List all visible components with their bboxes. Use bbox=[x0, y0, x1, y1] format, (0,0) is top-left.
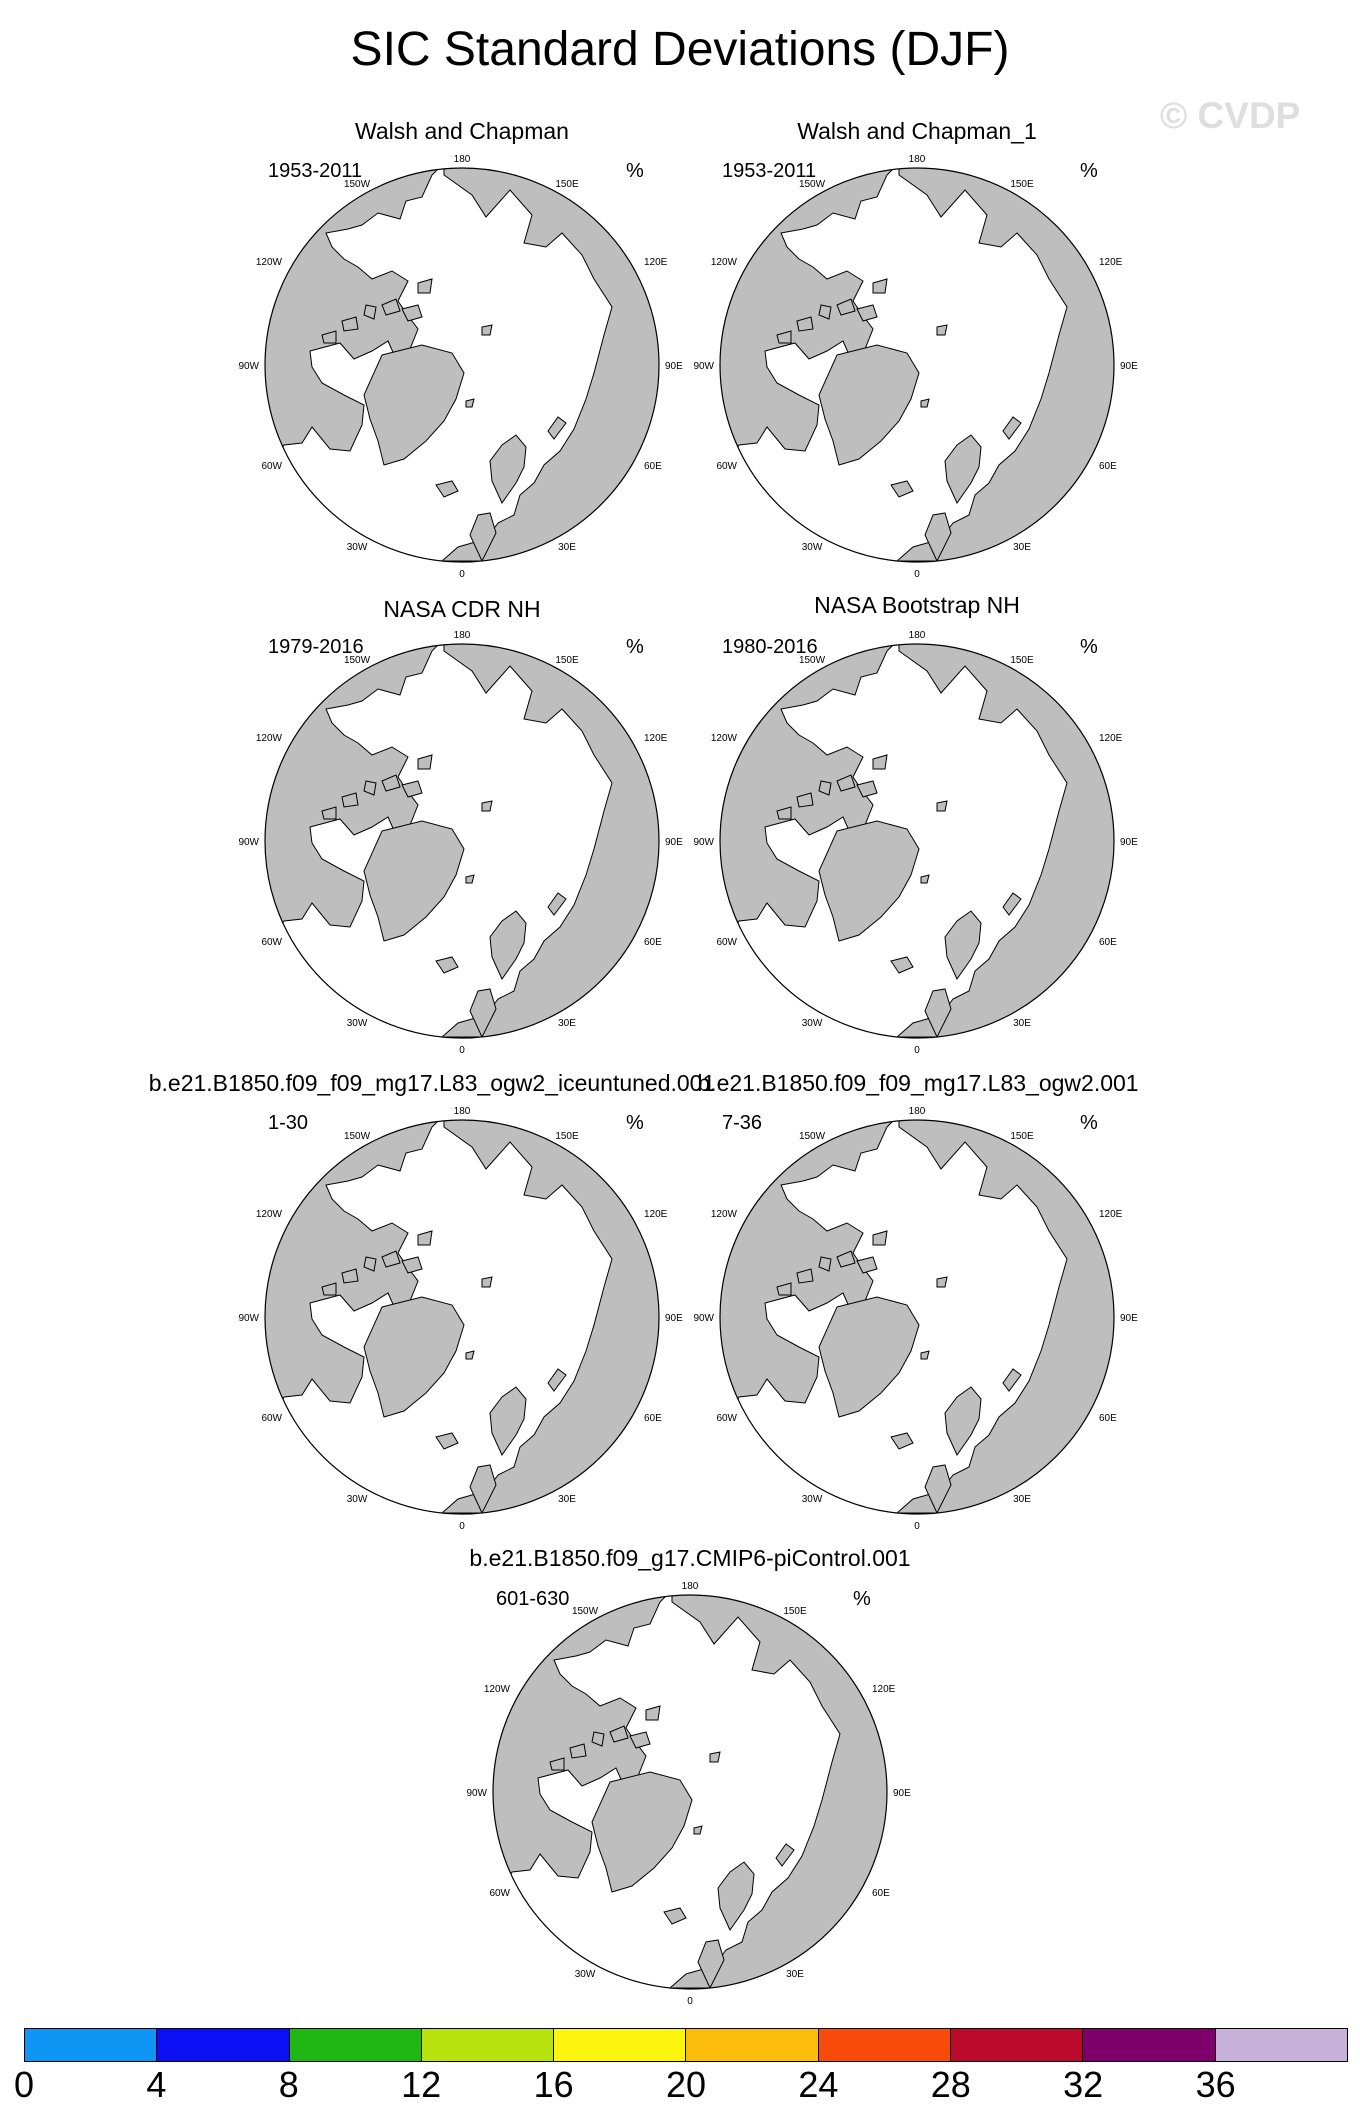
longitude-label: 90E bbox=[1120, 361, 1138, 372]
longitude-label: 150W bbox=[798, 655, 826, 666]
longitude-label: 120W bbox=[710, 1209, 737, 1220]
longitude-label: 120W bbox=[255, 257, 282, 268]
longitude-label: 60E bbox=[1099, 937, 1117, 948]
colorbar bbox=[24, 2028, 1348, 2062]
longitude-label: 180 bbox=[453, 1106, 471, 1117]
longitude-label: 90W bbox=[693, 837, 714, 848]
colorbar-segment bbox=[1083, 2029, 1215, 2061]
longitude-label: 60E bbox=[644, 1413, 662, 1424]
longitude-label: 60W bbox=[261, 1413, 282, 1424]
longitude-label: 0 bbox=[459, 1045, 465, 1056]
colorbar-tick-label: 28 bbox=[930, 2064, 971, 2105]
longitude-label: 60W bbox=[716, 937, 737, 948]
longitude-label: 150E bbox=[1010, 1131, 1034, 1142]
colorbar-tick-label: 8 bbox=[278, 2064, 299, 2105]
longitude-label: 150W bbox=[343, 655, 371, 666]
land-shape bbox=[921, 399, 929, 407]
panel-years: 601-630 bbox=[496, 1588, 570, 1610]
longitude-label: 120W bbox=[710, 257, 737, 268]
land-shape bbox=[466, 875, 474, 883]
longitude-label: 120E bbox=[1099, 257, 1123, 268]
longitude-label: 90W bbox=[693, 361, 714, 372]
colorbar-tick-label: 24 bbox=[798, 2064, 839, 2105]
colorbar-tick-label: 20 bbox=[665, 2064, 707, 2105]
colorbar-tick-label: 36 bbox=[1195, 2064, 1236, 2105]
longitude-label: 30W bbox=[346, 1494, 368, 1505]
longitude-label: 150W bbox=[798, 1131, 826, 1142]
panel-title: b.e21.B1850.f09_f09_mg17.L83_ogw2.001 bbox=[697, 1070, 1139, 1096]
panel-years: 1953-2011 bbox=[722, 160, 817, 182]
colorbar-segment bbox=[554, 2029, 686, 2061]
panel-title: b.e21.B1850.f09_g17.CMIP6-piControl.001 bbox=[469, 1545, 911, 1571]
colorbar-segment bbox=[422, 2029, 554, 2061]
longitude-label: 30E bbox=[1013, 542, 1031, 553]
longitude-label: 0 bbox=[687, 1996, 693, 2007]
polar-map bbox=[463, 1565, 917, 2019]
longitude-label: 150W bbox=[798, 179, 826, 190]
colorbar-tick-label: 12 bbox=[401, 2064, 442, 2105]
longitude-label: 60E bbox=[644, 937, 662, 948]
land-shape bbox=[482, 1277, 492, 1287]
longitude-label: 30E bbox=[1013, 1018, 1031, 1029]
longitude-label: 30W bbox=[801, 1018, 823, 1029]
polar-map bbox=[690, 138, 1144, 592]
longitude-label: 120E bbox=[1099, 733, 1123, 744]
longitude-label: 150E bbox=[1010, 655, 1034, 666]
longitude-label: 30E bbox=[558, 1018, 576, 1029]
colorbar-segment bbox=[1216, 2029, 1347, 2061]
polar-map bbox=[690, 614, 1144, 1068]
land-shape bbox=[482, 801, 492, 811]
longitude-label: 30W bbox=[346, 542, 368, 553]
colorbar-segment bbox=[157, 2029, 289, 2061]
longitude-label: 60E bbox=[644, 461, 662, 472]
longitude-label: 90E bbox=[1120, 837, 1138, 848]
land-shape bbox=[937, 801, 947, 811]
longitude-label: 60E bbox=[1099, 1413, 1117, 1424]
colorbar-tick-label: 4 bbox=[146, 2064, 167, 2105]
longitude-label: 180 bbox=[453, 154, 471, 165]
panel-years: 1953-2011 bbox=[268, 160, 363, 182]
longitude-label: 30W bbox=[574, 1969, 596, 1980]
longitude-label: 180 bbox=[453, 630, 471, 641]
polar-map bbox=[690, 1090, 1144, 1544]
longitude-label: 150E bbox=[555, 655, 579, 666]
longitude-label: 180 bbox=[908, 630, 926, 641]
panel-title: NASA CDR NH bbox=[383, 596, 541, 622]
longitude-label: 90W bbox=[466, 1788, 487, 1799]
longitude-label: 30E bbox=[1013, 1494, 1031, 1505]
longitude-label: 90W bbox=[238, 361, 259, 372]
longitude-label: 60E bbox=[872, 1888, 890, 1899]
panel-title: b.e21.B1850.f09_f09_mg17.L83_ogw2_iceuntuned.001 bbox=[148, 1070, 716, 1096]
longitude-label: 90E bbox=[893, 1788, 911, 1799]
longitude-label: 150W bbox=[343, 179, 371, 190]
longitude-label: 150E bbox=[1010, 179, 1034, 190]
longitude-label: 30E bbox=[558, 1494, 576, 1505]
panel-unit: % bbox=[1080, 636, 1098, 658]
longitude-label: 150W bbox=[343, 1131, 371, 1142]
longitude-label: 150E bbox=[783, 1606, 807, 1617]
longitude-label: 90E bbox=[665, 361, 683, 372]
longitude-label: 30E bbox=[786, 1969, 804, 1980]
panel-unit: % bbox=[1080, 160, 1098, 182]
longitude-label: 150W bbox=[571, 1606, 599, 1617]
colorbar-segment bbox=[686, 2029, 818, 2061]
land-shape bbox=[710, 1752, 720, 1762]
longitude-label: 60W bbox=[261, 461, 282, 472]
longitude-label: 120W bbox=[710, 733, 737, 744]
longitude-label: 90W bbox=[238, 837, 259, 848]
longitude-label: 90E bbox=[1120, 1313, 1138, 1324]
colorbar-tick-label: 32 bbox=[1063, 2064, 1104, 2105]
longitude-label: 120E bbox=[644, 733, 668, 744]
longitude-label: 90E bbox=[665, 837, 683, 848]
land-shape bbox=[937, 1277, 947, 1287]
colorbar-tick-label: 16 bbox=[533, 2064, 574, 2105]
longitude-label: 0 bbox=[914, 1521, 920, 1532]
longitude-label: 60E bbox=[1099, 461, 1117, 472]
longitude-label: 60W bbox=[489, 1888, 510, 1899]
longitude-label: 0 bbox=[459, 1521, 465, 1532]
longitude-label: 120E bbox=[872, 1684, 896, 1695]
longitude-label: 60W bbox=[716, 461, 737, 472]
panel-unit: % bbox=[853, 1588, 871, 1610]
longitude-label: 30W bbox=[801, 1494, 823, 1505]
cvdp-watermark: © CVDP bbox=[1160, 95, 1301, 136]
land-shape bbox=[466, 1351, 474, 1359]
panel-years: 1979-2016 bbox=[268, 636, 364, 658]
panel-unit: % bbox=[626, 636, 644, 658]
land-shape bbox=[921, 875, 929, 883]
panel-unit: % bbox=[626, 1112, 644, 1134]
longitude-label: 0 bbox=[914, 569, 920, 580]
colorbar-segment bbox=[819, 2029, 951, 2061]
longitude-label: 60W bbox=[716, 1413, 737, 1424]
colorbar-segment bbox=[951, 2029, 1083, 2061]
land-shape bbox=[694, 1826, 702, 1834]
longitude-label: 180 bbox=[681, 1581, 699, 1592]
longitude-label: 60W bbox=[261, 937, 282, 948]
longitude-label: 120W bbox=[483, 1684, 510, 1695]
longitude-label: 90E bbox=[665, 1313, 683, 1324]
polar-map bbox=[235, 138, 689, 592]
colorbar-tick-label: 0 bbox=[13, 2064, 35, 2105]
land-shape bbox=[466, 399, 474, 407]
longitude-label: 150E bbox=[555, 179, 579, 190]
longitude-label: 180 bbox=[908, 1106, 926, 1117]
longitude-label: 90W bbox=[238, 1313, 259, 1324]
land-shape bbox=[482, 325, 492, 335]
longitude-label: 120E bbox=[644, 1209, 668, 1220]
panel-years: 7-36 bbox=[722, 1112, 763, 1134]
panel-title: Walsh and Chapman_1 bbox=[797, 118, 1037, 144]
panel-title: NASA Bootstrap NH bbox=[814, 592, 1020, 618]
panel-years: 1-30 bbox=[268, 1112, 309, 1134]
colorbar-segment bbox=[25, 2029, 157, 2061]
longitude-label: 120W bbox=[255, 733, 282, 744]
longitude-label: 150E bbox=[555, 1131, 579, 1142]
longitude-label: 120E bbox=[1099, 1209, 1123, 1220]
figure-title: SIC Standard Deviations (DJF) bbox=[350, 23, 1010, 76]
land-shape bbox=[921, 1351, 929, 1359]
longitude-label: 0 bbox=[459, 569, 465, 580]
land-shape bbox=[937, 325, 947, 335]
longitude-label: 30W bbox=[346, 1018, 368, 1029]
panel-unit: % bbox=[626, 160, 644, 182]
panel-unit: % bbox=[1080, 1112, 1098, 1134]
longitude-label: 30E bbox=[558, 542, 576, 553]
longitude-label: 180 bbox=[908, 154, 926, 165]
longitude-label: 120W bbox=[255, 1209, 282, 1220]
longitude-label: 90W bbox=[693, 1313, 714, 1324]
longitude-label: 0 bbox=[914, 1045, 920, 1056]
panel-years: 1980-2016 bbox=[722, 636, 818, 658]
longitude-label: 30W bbox=[801, 542, 823, 553]
panel-title: Walsh and Chapman bbox=[355, 118, 569, 144]
polar-map bbox=[235, 614, 689, 1068]
longitude-label: 120E bbox=[644, 257, 668, 268]
colorbar-segment bbox=[290, 2029, 422, 2061]
polar-map bbox=[235, 1090, 689, 1544]
